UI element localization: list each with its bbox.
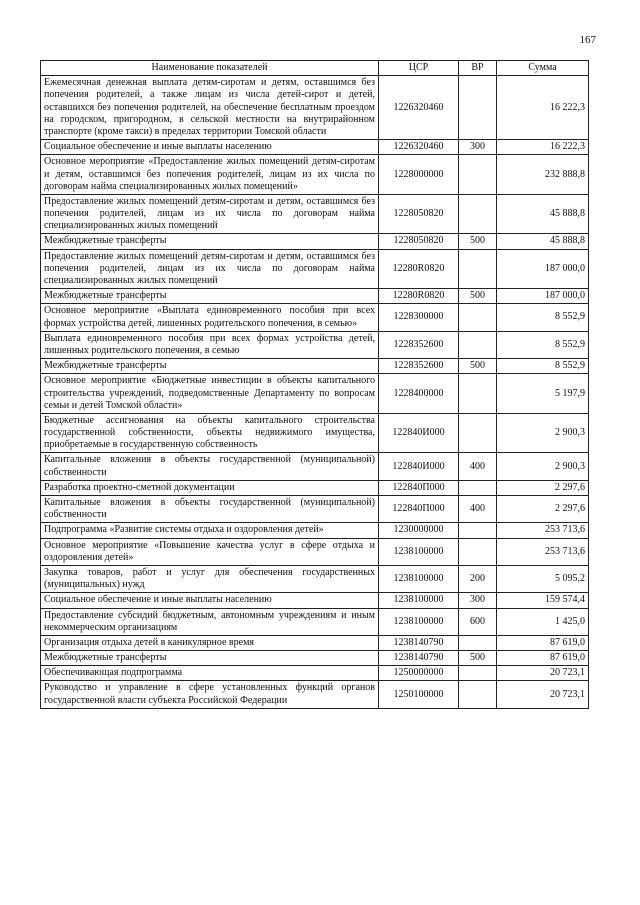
table-row [41,374,589,414]
row-vr-cell [459,538,497,565]
row-csr-cell: 1230000000 [379,523,459,538]
row-sum-cell: 20 723,1 [497,666,589,681]
row-vr-cell [459,635,497,650]
row-name-cell: Основное мероприятие «Выплата единовременного пособия при всех формах устройства детей, лишенных родительского попечения, в семью» [41,304,379,331]
row-sum-cell: 16 222,3 [497,76,589,140]
table-row [41,76,589,140]
row-sum-cell: 2 900,3 [497,413,589,453]
row-sum-cell: 5 095,2 [497,565,589,592]
row-csr-cell: 122840И000 [379,453,459,480]
row-csr-cell: 1228050820 [379,234,459,249]
row-name-cell: Разработка проектно-сметной документации [41,480,379,495]
row-vr-cell [459,304,497,331]
row-csr-cell: 12280R0820 [379,289,459,304]
row-vr-cell [459,480,497,495]
row-csr-cell: 1238140790 [379,651,459,666]
row-sum-cell: 253 713,6 [497,523,589,538]
row-vr-cell [459,374,497,414]
row-sum-cell: 20 723,1 [497,681,589,708]
table-row [41,194,589,234]
row-name-cell: Основное мероприятие «Повышение качества услуг в сфере отдыха и оздоровления детей» [41,538,379,565]
table-row [41,234,589,249]
row-sum-cell: 1 425,0 [497,608,589,635]
row-csr-cell: 1228400000 [379,374,459,414]
row-sum-cell: 187 000,0 [497,249,589,289]
table-row [41,523,589,538]
row-name-cell: Ежемесячная денежная выплата детям-сиротам и детям, оставшимся без попечения родителей, а также лицам из числа детей-сирот и детей, оставшихся без попечения родителей, на обеспечение бесплатным проездом на городском, пригородном, в сельской местности на внутрирайонном транспорте (кроме такси) в пределах территории Томской области [41,76,379,140]
row-csr-cell: 1228000000 [379,155,459,195]
row-csr-cell: 1228352600 [379,359,459,374]
row-vr-cell [459,666,497,681]
row-csr-cell: 122840П000 [379,496,459,523]
row-sum-cell: 232 888,8 [497,155,589,195]
row-name-cell: Социальное обеспечение и иные выплаты населению [41,140,379,155]
row-csr-cell: 1228352600 [379,331,459,358]
table-row [41,331,589,358]
row-name-cell: Основное мероприятие «Бюджетные инвестиции в объекты капитального строительства учреждений, подведомственные Департаменту по вопросам семьи и детей Томской области» [41,374,379,414]
header-csr: ЦСР [379,61,459,76]
row-name-cell: Предоставление субсидий бюджетным, автономным учреждениям и иным некоммерческим организациям [41,608,379,635]
row-sum-cell: 8 552,9 [497,331,589,358]
row-sum-cell: 8 552,9 [497,359,589,374]
row-name-cell: Закупка товаров, работ и услуг для обеспечения государственных (муниципальных) нужд [41,565,379,592]
row-vr-cell: 600 [459,608,497,635]
table-row [41,681,589,708]
row-csr-cell: 1250000000 [379,666,459,681]
row-csr-cell: 1228300000 [379,304,459,331]
row-name-cell: Бюджетные ассигнования на объекты капитального строительства государственной собственности, объекты недвижимого имущества, приобретаемые в государственную собственность [41,413,379,453]
row-sum-cell: 8 552,9 [497,304,589,331]
row-sum-cell: 45 888,8 [497,194,589,234]
table-row [41,666,589,681]
table-row [41,480,589,495]
row-csr-cell: 1238100000 [379,608,459,635]
row-vr-cell [459,413,497,453]
row-vr-cell: 500 [459,651,497,666]
table-row [41,155,589,195]
table-row [41,593,589,608]
row-sum-cell: 2 297,6 [497,496,589,523]
row-vr-cell: 500 [459,289,497,304]
row-name-cell: Социальное обеспечение и иные выплаты населению [41,593,379,608]
row-csr-cell: 1226320460 [379,76,459,140]
row-vr-cell [459,681,497,708]
table-row [41,538,589,565]
row-sum-cell: 45 888,8 [497,234,589,249]
row-name-cell: Капитальные вложения в объекты государственной (муниципальной) собственности [41,453,379,480]
table-row [41,304,589,331]
header-name: Наименование показателей [41,61,379,76]
table-row [41,635,589,650]
row-csr-cell: 1238100000 [379,593,459,608]
row-csr-cell: 12280R0820 [379,249,459,289]
row-name-cell: Предоставление жилых помещений детям-сиротам и детям, оставшимся без попечения родителей, лицам из их числа по договорам найма специализированных жилых помещений [41,194,379,234]
row-sum-cell: 159 574,4 [497,593,589,608]
row-name-cell: Обеспечивающая подпрограмма [41,666,379,681]
row-vr-cell [459,249,497,289]
table-header-row [41,61,589,76]
row-vr-cell: 400 [459,453,497,480]
table-row [41,249,589,289]
row-csr-cell: 1238100000 [379,565,459,592]
row-name-cell: Руководство и управление в сфере установленных функций органов государственной власти субъекта Российской Федерации [41,681,379,708]
page-number: 167 [579,34,596,46]
row-csr-cell: 122840П000 [379,480,459,495]
row-csr-cell: 122840И000 [379,413,459,453]
row-csr-cell: 1238140790 [379,635,459,650]
row-vr-cell: 200 [459,565,497,592]
row-name-cell: Подпрограмма «Развитие системы отдыха и оздоровления детей» [41,523,379,538]
row-csr-cell: 1238100000 [379,538,459,565]
table-row [41,359,589,374]
row-sum-cell: 5 197,9 [497,374,589,414]
row-name-cell: Организация отдыха детей в каникулярное время [41,635,379,650]
row-name-cell: Межбюджетные трансферты [41,289,379,304]
table-row [41,496,589,523]
row-csr-cell: 1250100000 [379,681,459,708]
row-sum-cell: 187 000,0 [497,289,589,304]
row-name-cell: Межбюджетные трансферты [41,651,379,666]
table-row [41,289,589,304]
table-row [41,565,589,592]
budget-table [40,60,589,709]
table-row [41,651,589,666]
row-name-cell: Межбюджетные трансферты [41,234,379,249]
row-name-cell: Предоставление жилых помещений детям-сиротам и детям, оставшимся без попечения родителей, лицам из их числа по договорам найма специализированных жилых помещений [41,249,379,289]
row-name-cell: Основное мероприятие «Предоставление жилых помещений детям-сиротам и детям, оставшимся без попечения родителей, лицам из их числа по договорам найма специализированных жилых помещений» [41,155,379,195]
row-sum-cell: 16 222,3 [497,140,589,155]
table-row [41,140,589,155]
row-vr-cell [459,194,497,234]
row-vr-cell: 300 [459,140,497,155]
table-body [41,76,589,709]
row-sum-cell: 87 619,0 [497,635,589,650]
row-name-cell: Выплата единовременного пособия при всех формах устройства детей, лишенных родительского попечения, в семью [41,331,379,358]
row-vr-cell [459,523,497,538]
row-vr-cell [459,331,497,358]
table-row [41,608,589,635]
table-row [41,413,589,453]
row-name-cell: Капитальные вложения в объекты государственной (муниципальной) собственности [41,496,379,523]
row-sum-cell: 2 297,6 [497,480,589,495]
row-csr-cell: 1228050820 [379,194,459,234]
row-sum-cell: 253 713,6 [497,538,589,565]
row-name-cell: Межбюджетные трансферты [41,359,379,374]
row-vr-cell: 400 [459,496,497,523]
row-vr-cell: 300 [459,593,497,608]
row-vr-cell: 500 [459,359,497,374]
row-vr-cell [459,76,497,140]
row-vr-cell: 500 [459,234,497,249]
row-sum-cell: 2 900,3 [497,453,589,480]
row-csr-cell: 1226320460 [379,140,459,155]
table-row [41,453,589,480]
row-sum-cell: 87 619,0 [497,651,589,666]
header-sum: Сумма [497,61,589,76]
row-vr-cell [459,155,497,195]
header-vr: ВР [459,61,497,76]
